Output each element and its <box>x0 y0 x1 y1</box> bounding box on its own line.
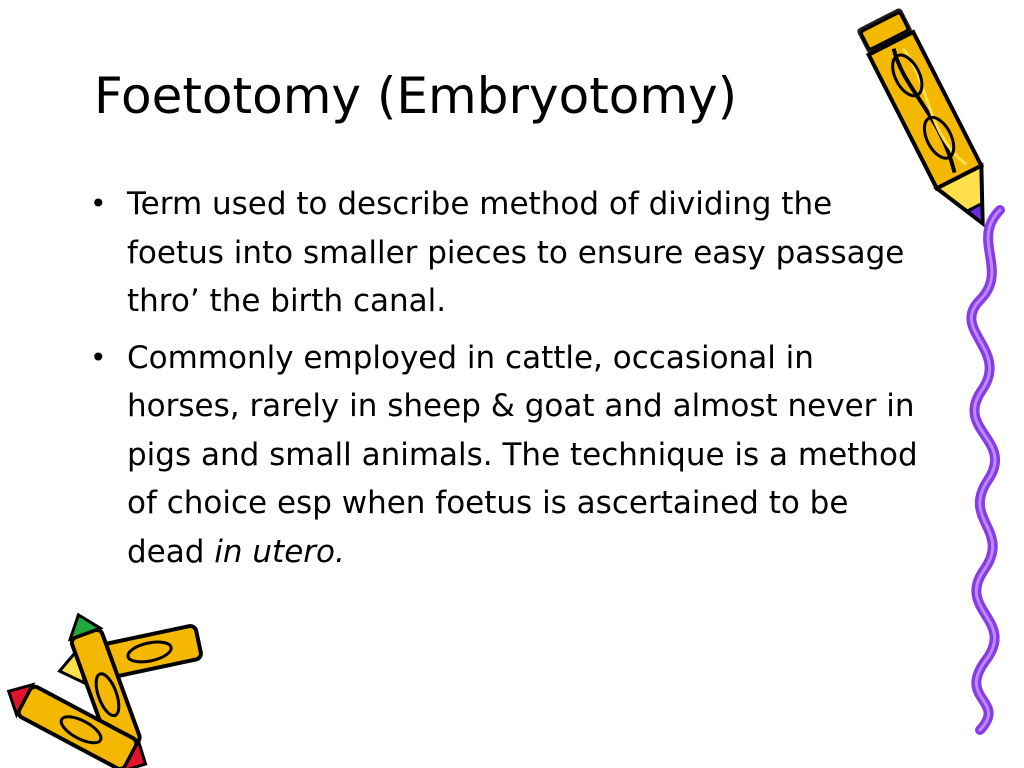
bullet-marker: • <box>90 187 107 220</box>
bullet-item <box>90 334 920 577</box>
bullet-item <box>90 180 920 326</box>
squiggle-line-icon <box>960 200 1024 740</box>
crayons-icon <box>0 615 215 765</box>
bullet-text: Term used to describe method of dividing the foetus into smaller pieces to ensure easy passage thro’ the birth canal. <box>127 186 905 319</box>
bullet-emphasis-text: in utero. <box>214 533 345 570</box>
bullet-marker: • <box>90 340 107 374</box>
bullet-text: Commonly employed in cattle, occasional in horses, rarely in sheep & goat and almost never in pigs and small animals. The technique is a method of choice esp when foetus is ascertained to be dead <box>127 339 918 570</box>
bullet-list <box>90 180 920 584</box>
slide-title: Foetotomy (Embryotomy) <box>94 67 738 125</box>
